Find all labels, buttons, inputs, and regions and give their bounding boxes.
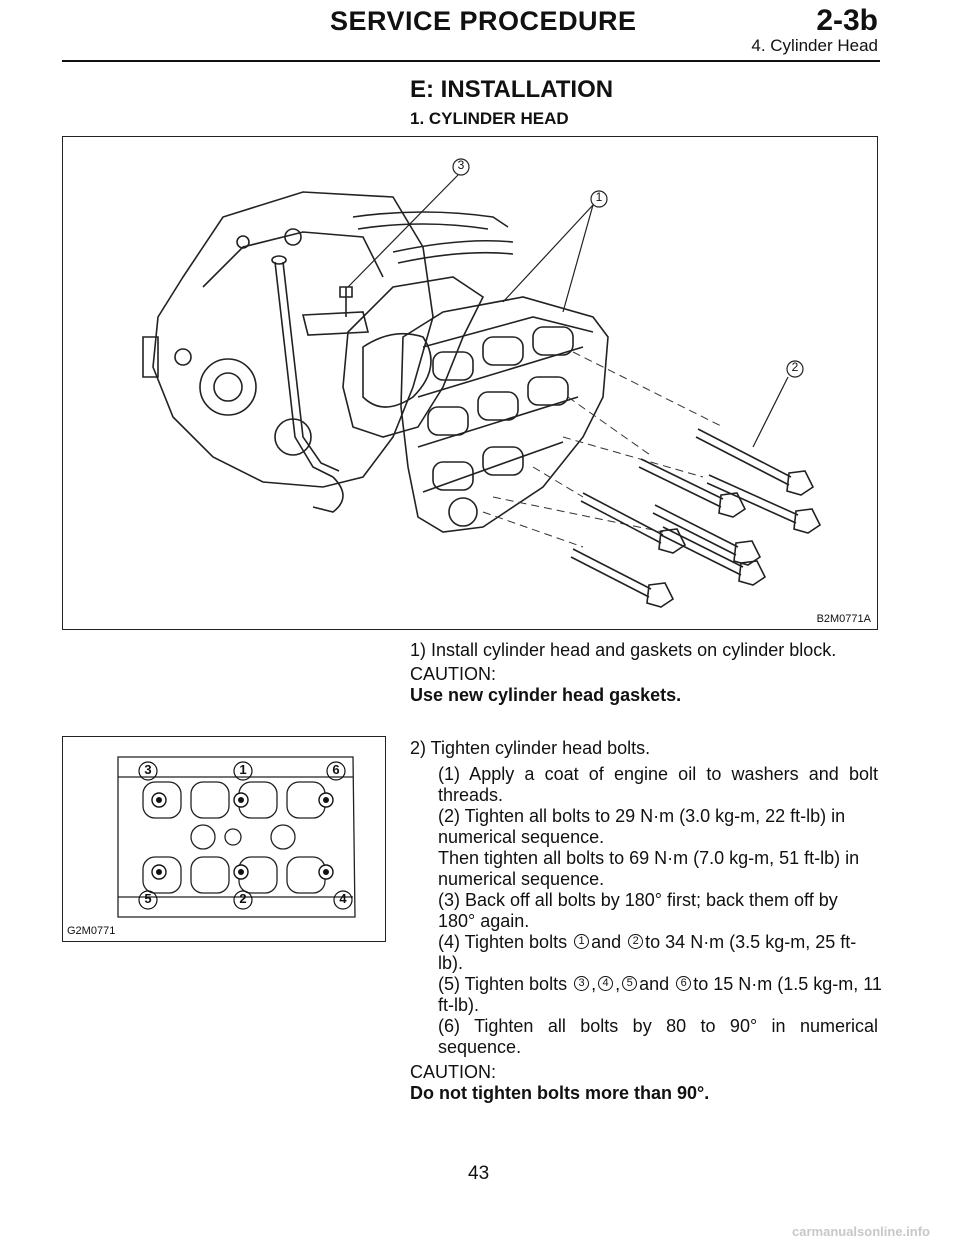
header-section: 2-3b (816, 4, 878, 37)
step-1: 1) Install cylinder head and gaskets on cylinder block. (410, 640, 837, 660)
seq-callout-2: 2 (239, 891, 247, 906)
caution-2-label: CAUTION: (410, 1062, 497, 1082)
step-2: 2) Tighten cylinder head bolts. (410, 738, 651, 758)
substep-4-and: and (591, 932, 622, 952)
seq-callout-5: 5 (144, 891, 152, 906)
header-title: SERVICE PROCEDURE (330, 6, 637, 36)
bolt-4-marker: 4 (598, 976, 613, 991)
header-rule (62, 60, 880, 62)
substep-5-pre: (5) Tighten bolts (438, 974, 568, 994)
figure-engine-cylinder-head (62, 136, 878, 630)
seq-callout-4: 4 (339, 891, 347, 906)
substep-6: (6) Tighten all bolts by 80 to 90° in numerical sequence. (438, 1016, 878, 1057)
figure-bolt-sequence (62, 736, 386, 942)
substep-3: (3) Back off all bolts by 180° first; back them off by 180° again. (438, 890, 838, 931)
caution-1-label: CAUTION: (410, 664, 497, 684)
substep-2b: Then tighten all bolts to 69 N·m (7.0 kg-m, 51 ft-lb) in numerical sequence. (438, 848, 860, 889)
page-number: 43 (468, 1163, 490, 1184)
callout-3: 3 (457, 158, 465, 172)
substep-4-pre: (4) Tighten bolts (438, 932, 568, 952)
callout-1: 1 (595, 190, 603, 204)
seq-callout-1: 1 (239, 762, 247, 777)
substep-4-post: to 34 N·m (3.5 kg-m, 25 ft-lb). (438, 932, 857, 973)
bolt-5-marker: 5 (622, 976, 637, 991)
callout-2: 2 (791, 360, 799, 374)
substep-5-post: to 15 N·m (1.5 kg-m, 11 ft-lb). (438, 974, 882, 1015)
bolt-6-marker: 6 (676, 976, 691, 991)
substep-4 (438, 932, 878, 974)
caution-1-text: Use new cylinder head gaskets. (410, 685, 682, 705)
substep-5-and: and (639, 974, 670, 994)
header-subsection: 4. Cylinder Head (751, 36, 878, 55)
footer-watermark-url[interactable]: carmanualsonline.info (792, 1224, 930, 1239)
bolt-2-marker: 2 (628, 934, 643, 949)
figure-code: B2M0771A (816, 613, 871, 625)
seq-callout-6: 6 (332, 762, 340, 777)
bolt-3-marker: 3 (574, 976, 589, 991)
subsection-heading: 1. CYLINDER HEAD (410, 109, 569, 128)
bolt-1-marker: 1 (574, 934, 589, 949)
caution-2-text: Do not tighten bolts more than 90°. (410, 1083, 710, 1103)
section-heading: E: INSTALLATION (410, 76, 614, 103)
figure-code-2: G2M0771 (67, 925, 116, 937)
engine-illustration (63, 137, 877, 629)
substep-2a: (2) Tighten all bolts to 29 N·m (3.0 kg-m, 22 ft-lb) in numerical sequence. (438, 806, 846, 847)
seq-callout-3: 3 (144, 762, 152, 777)
substep-1: (1) Apply a coat of engine oil to washers and bolt threads. (438, 764, 878, 805)
substep-5: (5) Tighten bolts 3 , 4 , 5 and 6 to 15 N·m (1.5 kg-m, 11 ft-lb). (438, 974, 882, 1015)
